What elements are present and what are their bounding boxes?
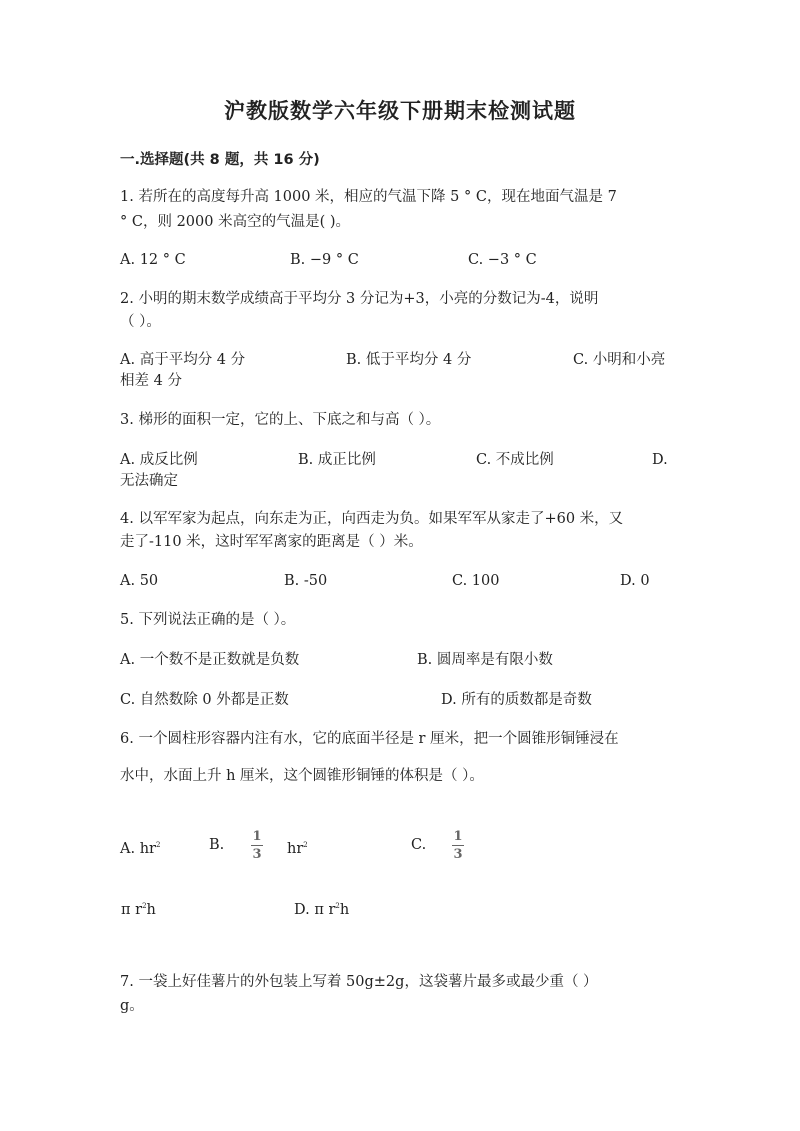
option-a: A. 高于平均分 4 分 [120, 352, 246, 368]
option-c: C. −3 ° C [468, 252, 537, 268]
option-a: A. 50 [120, 573, 159, 589]
fraction-bar [251, 845, 263, 846]
question-text: g。 [120, 998, 144, 1014]
option-b: B. −9 ° C [290, 252, 359, 268]
page-title: 沪教版数学六年级下册期末检测试题 [224, 99, 576, 123]
option-c: C. 小明和小亮 [573, 352, 666, 368]
question-text: 走了-110 米，这时军军离家的距离是（ ）米。 [120, 534, 423, 550]
question-text: 3. 梯形的面积一定，它的上、下底之和与高（ ）。 [120, 412, 441, 428]
option-a: A. 一个数不是正数就是负数 [120, 652, 300, 668]
fraction-one-third: 1 3 [252, 829, 262, 862]
option-c: C. 100 [452, 573, 500, 589]
fraction-bar [452, 845, 464, 846]
option-d: D. 0 [620, 573, 650, 589]
question-text: 6. 一个圆柱形容器内注有水，它的底面半径是 r 厘米，把一个圆锥形铜锤浸在 [120, 731, 619, 747]
option-c-continued: 相差 4 分 [120, 373, 182, 389]
option-c: C. [411, 837, 427, 853]
option-b-expression: $hr^2$ [287, 841, 308, 857]
option-d: D. 所有的质数都是奇数 [441, 692, 592, 708]
option-b: B. 低于平均分 4 分 [346, 352, 472, 368]
option-b: B. 成正比例 [298, 452, 376, 468]
option-d: D. π $r^2h$ [294, 902, 350, 918]
question-text: 4. 以军军家为起点，向东走为正，向西走为负。如果军军从家走了+60 米，又 [120, 511, 624, 527]
option-b: B. [209, 837, 225, 853]
option-a: A. $hr^2$ [120, 841, 161, 857]
option-c-expression: π $r^2h$ [121, 902, 156, 918]
question-text: 水中，水面上升 h 厘米，这个圆锥形铜锤的体积是（ ）。 [120, 768, 484, 784]
question-text: （ ）。 [120, 314, 161, 330]
question-text: ° C，则 2000 米高空的气温是( )。 [120, 214, 350, 230]
option-a: A. 12 ° C [120, 252, 186, 268]
question-text: 5. 下列说法正确的是（ ）。 [120, 612, 296, 628]
option-c: C. 不成比例 [476, 452, 554, 468]
option-d-continued: 无法确定 [120, 473, 178, 489]
question-text: 1. 若所在的高度每升高 1000 米，相应的气温下降 5 ° C，现在地面气温是 7 [120, 189, 617, 205]
fraction-one-third: 1 3 [453, 829, 463, 862]
section-heading: 一.选择题(共 8 题，共 16 分) [120, 152, 320, 168]
option-c: C. 自然数除 0 外都是正数 [120, 692, 289, 708]
option-a: A. 成反比例 [120, 452, 198, 468]
question-text: 7. 一袋上好佳薯片的外包装上写着 50g±2g，这袋薯片最多或最少重（ ） [120, 974, 598, 990]
option-b: B. -50 [284, 573, 328, 589]
question-text: 2. 小明的期末数学成绩高于平均分 3 分记为+3，小亮的分数记为-4，说明 [120, 291, 599, 307]
option-b: B. 圆周率是有限小数 [417, 652, 553, 668]
option-d: D. [652, 452, 668, 468]
